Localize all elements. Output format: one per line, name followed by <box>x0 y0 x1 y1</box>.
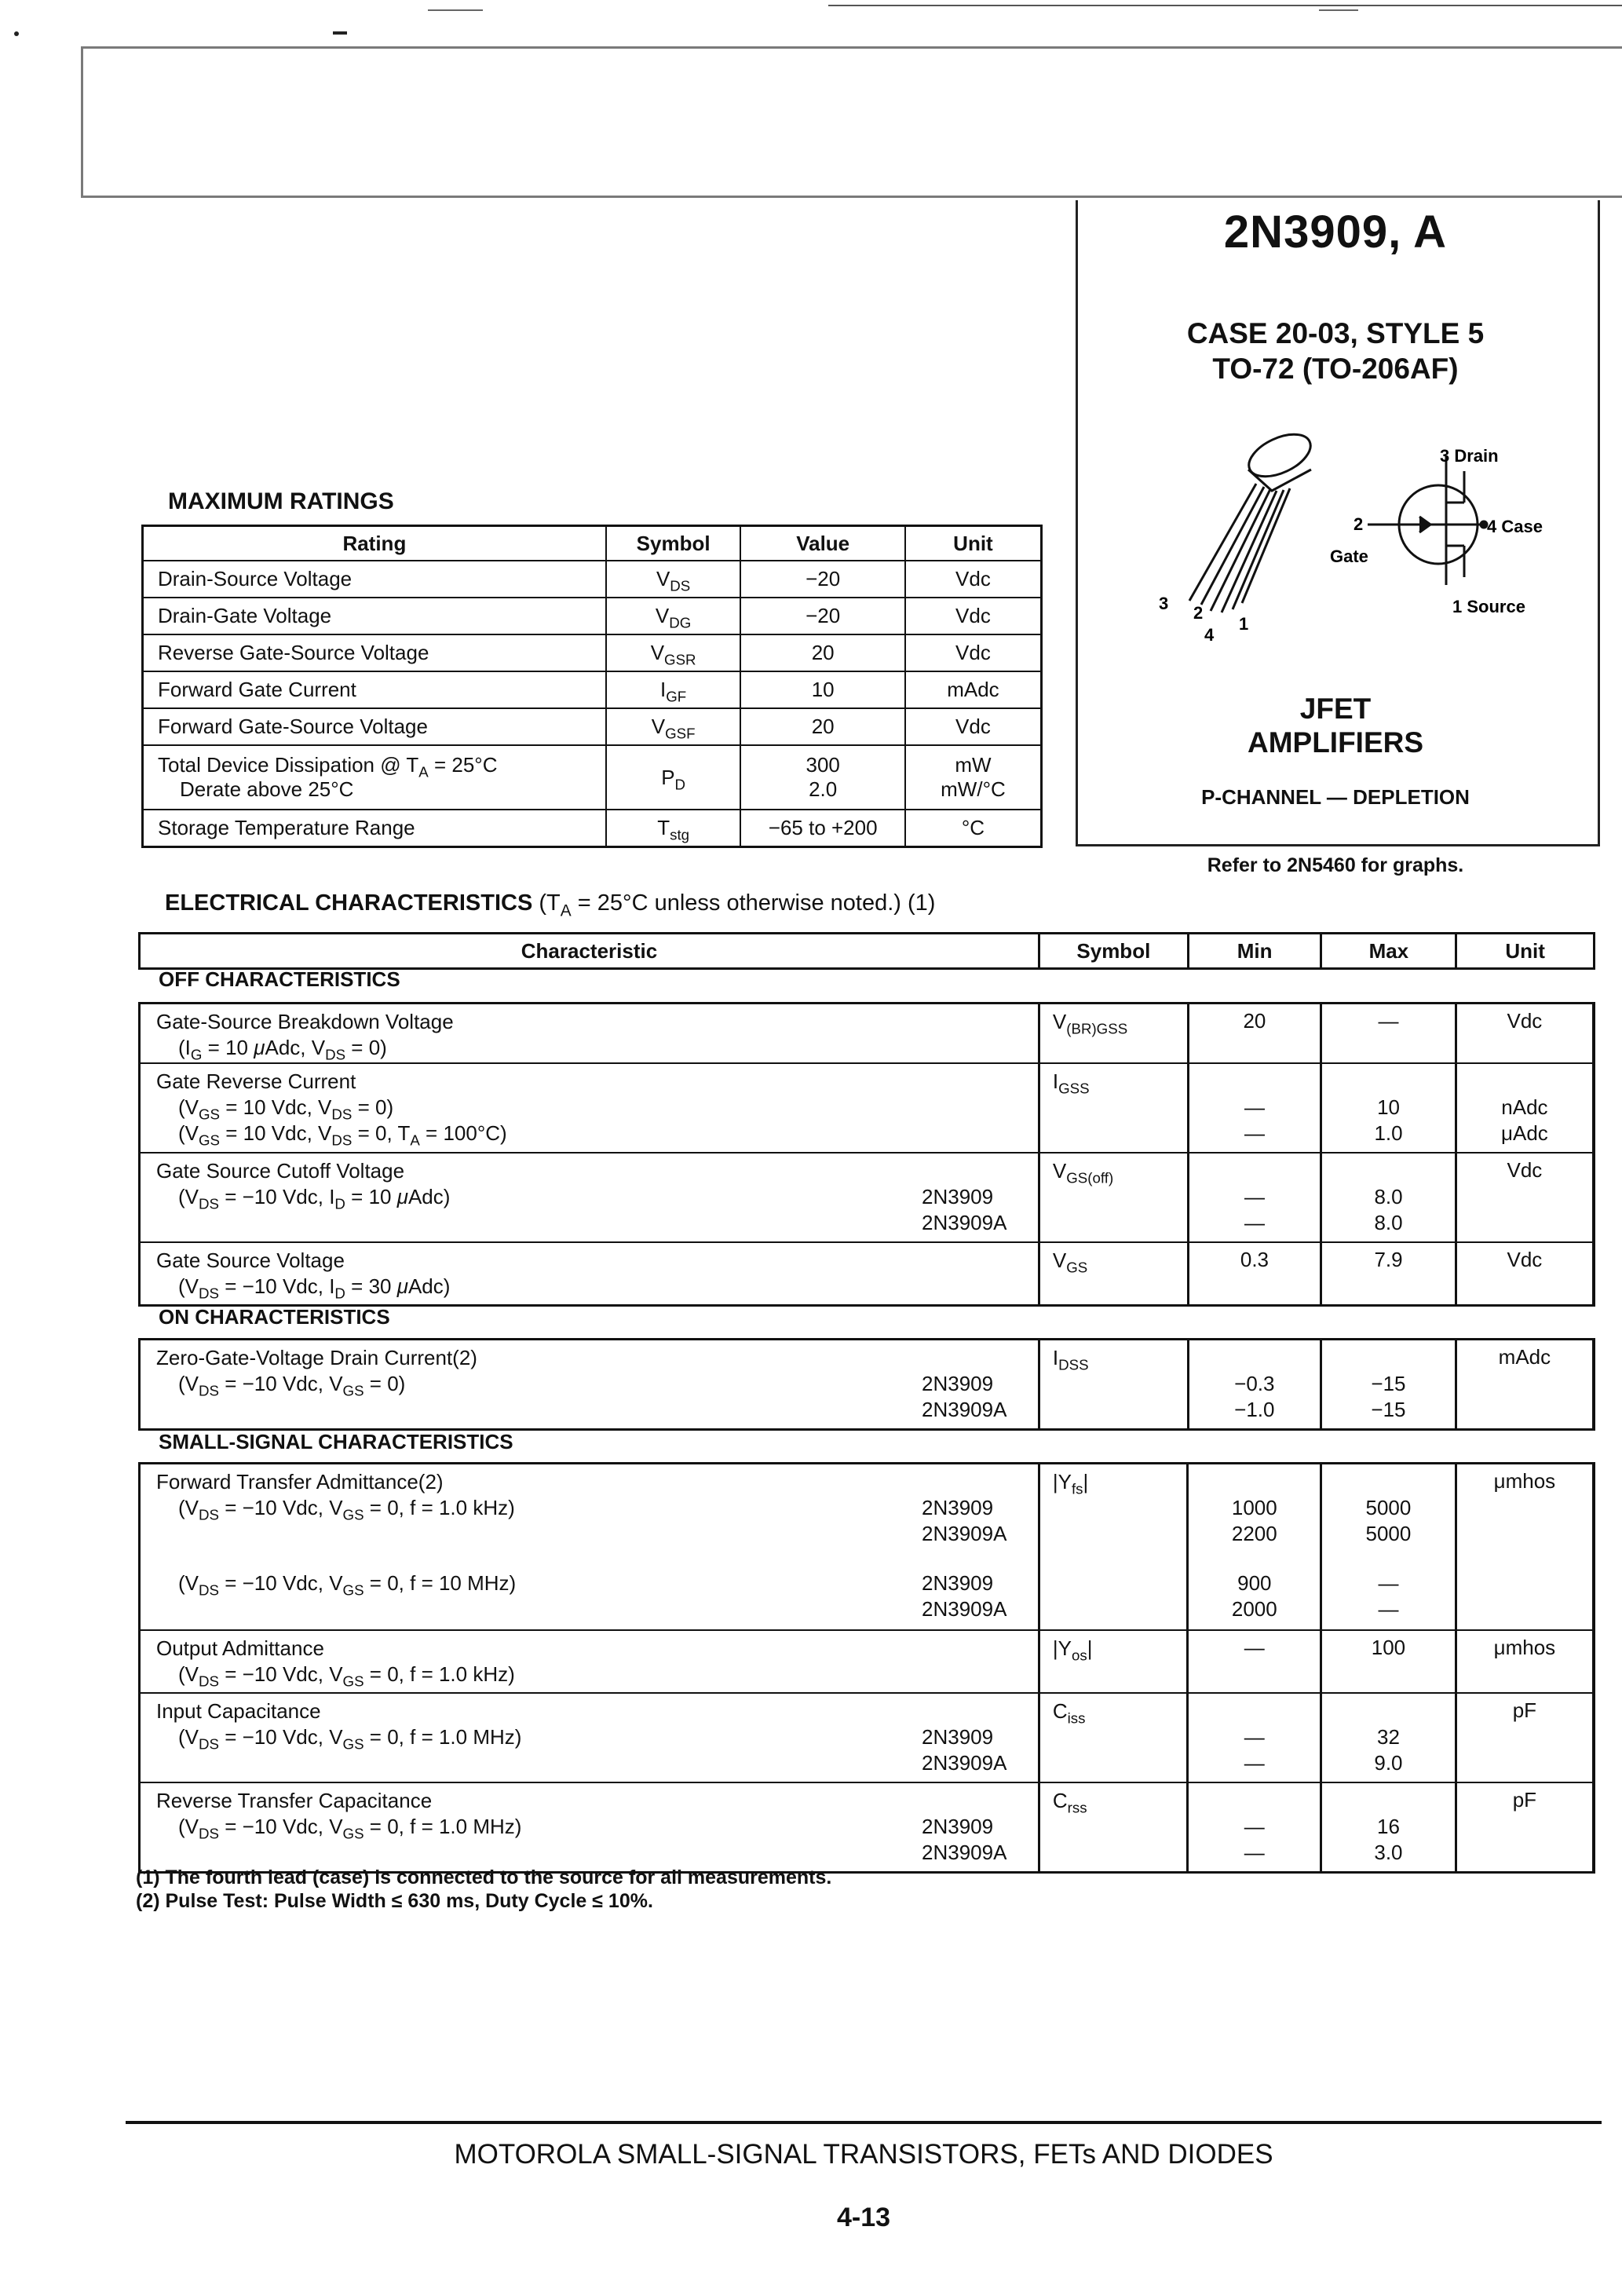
rating-value: −20 <box>740 561 904 598</box>
rating-value: −20 <box>740 598 904 634</box>
rating-unit: mW mW/°C <box>905 745 1042 810</box>
max-cell: 10 1.0 <box>1321 1063 1456 1153</box>
electrical-title: ELECTRICAL CHARACTERISTICS ($T_A = 25^\circ C$ unless otherwise noted.) (1) <box>165 890 936 920</box>
rating-unit: °C <box>905 810 1042 847</box>
package-and-symbol-figure <box>1154 424 1562 660</box>
min-cell: −0.3 −1.0 <box>1188 1340 1321 1430</box>
rating-symbol: $P_D$ <box>606 745 741 810</box>
package-type: TO-72 (TO-206AF) <box>1212 353 1459 385</box>
unit-cell: mAdc <box>1456 1340 1594 1430</box>
rating-unit: Vdc <box>905 561 1042 598</box>
unit-cell: Vdc <box>1456 1242 1594 1306</box>
column-header: Symbol <box>606 526 741 561</box>
table-row <box>140 1004 1595 1064</box>
column-header: Min <box>1188 934 1321 969</box>
footer-rule <box>126 2121 1602 2124</box>
footnote-1: (1) The fourth lead (case) is connected to the source for all measurements. <box>136 1866 832 1888</box>
max-cell: — <box>1321 1004 1456 1064</box>
symbol-cell: $|Y_{fs}|$ <box>1039 1464 1188 1631</box>
table-row <box>140 1782 1595 1873</box>
lead-label-2: 2 <box>1193 603 1204 623</box>
device-type-line2: AMPLIFIERS <box>1247 726 1424 759</box>
min-cell: 1000 2200 900 2000 <box>1188 1464 1321 1631</box>
lead-label-3: 3 <box>1159 594 1169 613</box>
max-ratings-table <box>141 525 1043 848</box>
unit-cell: nAdc μAdc <box>1456 1063 1594 1153</box>
to72-package-drawing <box>1189 426 1317 612</box>
rating-symbol: $V_{GSR}$ <box>606 634 741 671</box>
characteristic-cell: Forward Transfer Admittance(2) ($V_{DS} = -10$ Vdc, $V_{GS} = 0$, f = 1.0 kHz) 2N3909 2N3909A ($V_{DS} = -10$ Vdc, $V_{GS} = 0$, f = 10 MHz) 2N3909 2N3909A <box>140 1464 1039 1631</box>
table-row <box>143 708 1042 745</box>
min-cell: 20 <box>1188 1004 1321 1064</box>
table-row <box>140 1630 1595 1693</box>
electrical-header-table <box>138 932 1595 970</box>
symbol-cell: $V_{GS(off)}$ <box>1039 1153 1188 1242</box>
case-label: 4 Case <box>1487 517 1543 536</box>
rating-name: Forward Gate Current <box>143 671 606 708</box>
max-cell: −15 −15 <box>1321 1340 1456 1430</box>
rating-name: Total Device Dissipation @ $T_A = 25^\circ C$ Derate above 25°C <box>143 745 606 810</box>
characteristic-cell: Gate Source Voltage ($V_{DS} = -10$ Vdc, $I_D = 30$ μAdc) <box>156 1249 451 1302</box>
rating-unit: mAdc <box>905 671 1042 708</box>
characteristic-cell: Gate-Source Breakdown Voltage ($I_G = 10$ μAdc, $V_{DS} = 0$) <box>140 1004 1039 1064</box>
rating-unit: Vdc <box>905 708 1042 745</box>
rating-name: Drain-Gate Voltage <box>143 598 606 634</box>
max-cell: 5000 5000 — — <box>1321 1464 1456 1631</box>
column-header: Unit <box>1456 934 1595 969</box>
min-cell: — — <box>1188 1693 1321 1782</box>
unit-cell: Vdc <box>1456 1153 1594 1242</box>
min-cell: 0.3 <box>1188 1242 1321 1306</box>
min-cell: — — <box>1188 1153 1321 1242</box>
rating-value: 20 <box>740 634 904 671</box>
symbol-cell: $I_{GSS}$ <box>1039 1063 1188 1153</box>
characteristic-cell: Zero-Gate-Voltage Drain Current(2) ($V_{DS} = -10$ Vdc, $V_{GS} = 0$) 2N3909 2N3909A <box>156 1346 1007 1421</box>
symbol-cell: $V_{(BR)GSS}$ <box>1039 1004 1188 1064</box>
case-style: CASE 20-03, STYLE 5 <box>1186 317 1485 349</box>
max-cell: 7.9 <box>1321 1242 1456 1306</box>
rating-value: 10 <box>740 671 904 708</box>
footnote-2: (2) Pulse Test: Pulse Width ≤ 630 ms, Duty Cycle ≤ 10%. <box>136 1890 653 1912</box>
symbol-cell: $V_{GS}$ <box>1039 1242 1188 1306</box>
jfet-symbol <box>1368 455 1487 585</box>
symbol-cell: $C_{rss}$ <box>1039 1782 1188 1873</box>
channel-mode: P-CHANNEL — DEPLETION <box>1201 785 1470 809</box>
min-cell: — — <box>1188 1782 1321 1873</box>
rating-unit: Vdc <box>905 634 1042 671</box>
top-rule <box>828 5 1622 6</box>
lead-label-4: 4 <box>1204 625 1215 645</box>
scan-speck <box>333 31 347 35</box>
table-row <box>140 1340 1595 1430</box>
small-signal-table <box>138 1462 1595 1874</box>
device-type-line1: JFET <box>1299 693 1372 725</box>
section-title-off: OFF CHARACTERISTICS <box>159 967 400 991</box>
drain-label: 3 Drain <box>1440 446 1499 466</box>
gate-label: Gate <box>1330 547 1368 566</box>
characteristic-cell: Input Capacitance ($V_{DS} = -10$ Vdc, $V_{GS} = 0$, f = 1.0 MHz) 2N3909 2N3909A <box>140 1693 1039 1782</box>
gate-number-label: 2 <box>1353 514 1364 534</box>
column-header: Symbol <box>1039 934 1188 969</box>
lead-label-1: 1 <box>1239 614 1249 634</box>
symbol-cell: $|Y_{os}|$ <box>1039 1630 1188 1693</box>
rating-name: Reverse Gate-Source Voltage <box>143 634 606 671</box>
table-row <box>140 1464 1595 1631</box>
source-label: 1 Source <box>1452 597 1525 616</box>
unit-cell: μmhos <box>1456 1630 1594 1693</box>
characteristic-cell: Reverse Transfer Capacitance ($V_{DS} = -10$ Vdc, $V_{GS} = 0$, f = 1.0 MHz) 2N3909 2N3909A <box>156 1789 1007 1864</box>
table-header-row <box>143 526 1042 561</box>
rating-unit: Vdc <box>905 598 1042 634</box>
column-header: Rating <box>143 526 606 561</box>
table-row <box>140 1153 1595 1242</box>
table-row <box>143 561 1042 598</box>
min-cell: — <box>1188 1630 1321 1693</box>
header-frame <box>81 46 1622 198</box>
unit-cell: pF <box>1456 1693 1594 1782</box>
table-row <box>143 745 1042 810</box>
max-cell: 16 3.0 <box>1321 1782 1456 1873</box>
unit-cell: pF <box>1456 1782 1594 1873</box>
section-title-on: ON CHARACTERISTICS <box>159 1305 390 1329</box>
rating-name: Drain-Source Voltage <box>143 561 606 598</box>
symbol-cell: $C_{iss}$ <box>1039 1693 1188 1782</box>
rating-value: 300 2.0 <box>740 745 904 810</box>
table-row <box>143 810 1042 847</box>
footer-title: MOTOROLA SMALL-SIGNAL TRANSISTORS, FETs AND DIODES <box>454 2139 1273 2170</box>
column-header: Max <box>1321 934 1456 969</box>
max-ratings-title: MAXIMUM RATINGS <box>168 488 394 514</box>
symbol-cell: $I_{DSS}$ <box>1039 1340 1188 1430</box>
rating-symbol: $I_{GF}$ <box>606 671 741 708</box>
table-row <box>140 1242 1595 1306</box>
rating-value: −65 to +200 <box>740 810 904 847</box>
scan-speck <box>14 31 19 36</box>
rating-value: 20 <box>740 708 904 745</box>
table-row <box>143 634 1042 671</box>
on-characteristics-table <box>138 1338 1595 1431</box>
column-header: Value <box>740 526 904 561</box>
page-number: 4-13 <box>836 2203 891 2232</box>
rating-symbol: $T_{stg}$ <box>606 810 741 847</box>
characteristic-cell: Output Admittance ($V_{DS} = -10$ Vdc, $V_{GS} = 0$, f = 1.0 kHz) <box>140 1630 1039 1693</box>
table-row <box>143 671 1042 708</box>
rating-symbol: $V_{GSF}$ <box>606 708 741 745</box>
refer-note: Refer to 2N5460 for graphs. <box>1207 854 1464 876</box>
rating-name: Forward Gate-Source Voltage <box>143 708 606 745</box>
off-characteristics-table <box>138 1002 1595 1307</box>
part-number: 2N3909, A <box>1223 207 1448 258</box>
rating-symbol: $V_{DG}$ <box>606 598 741 634</box>
column-header: Characteristic <box>521 938 658 963</box>
unit-cell: Vdc <box>1456 1004 1594 1064</box>
rating-symbol: $V_{DS}$ <box>606 561 741 598</box>
rating-name: Storage Temperature Range <box>143 810 606 847</box>
table-row <box>140 1063 1595 1153</box>
column-header: Unit <box>905 526 1042 561</box>
characteristic-cell: Gate Reverse Current ($V_{GS} = 10$ Vdc, $V_{DS} = 0$) ($V_{GS} = 10$ Vdc, $V_{DS} = 0$, $T_A = 100^\circ C$) <box>140 1063 1039 1153</box>
characteristic-cell: Gate Source Cutoff Voltage ($V_{DS} = -10$ Vdc, $I_D = 10$ μAdc) 2N3909 2N3909A <box>140 1153 1039 1242</box>
max-cell: 8.0 8.0 <box>1321 1153 1456 1242</box>
unit-cell: μmhos <box>1456 1464 1594 1631</box>
table-row <box>143 598 1042 634</box>
scan-speck <box>428 9 483 11</box>
table-row <box>140 1693 1595 1782</box>
section-title-small-signal: SMALL-SIGNAL CHARACTERISTICS <box>159 1430 513 1453</box>
max-cell: 100 <box>1321 1630 1456 1693</box>
max-cell: 32 9.0 <box>1321 1693 1456 1782</box>
scan-speck <box>1319 9 1358 11</box>
table-header-row <box>140 934 1595 969</box>
min-cell: — — <box>1188 1063 1321 1153</box>
